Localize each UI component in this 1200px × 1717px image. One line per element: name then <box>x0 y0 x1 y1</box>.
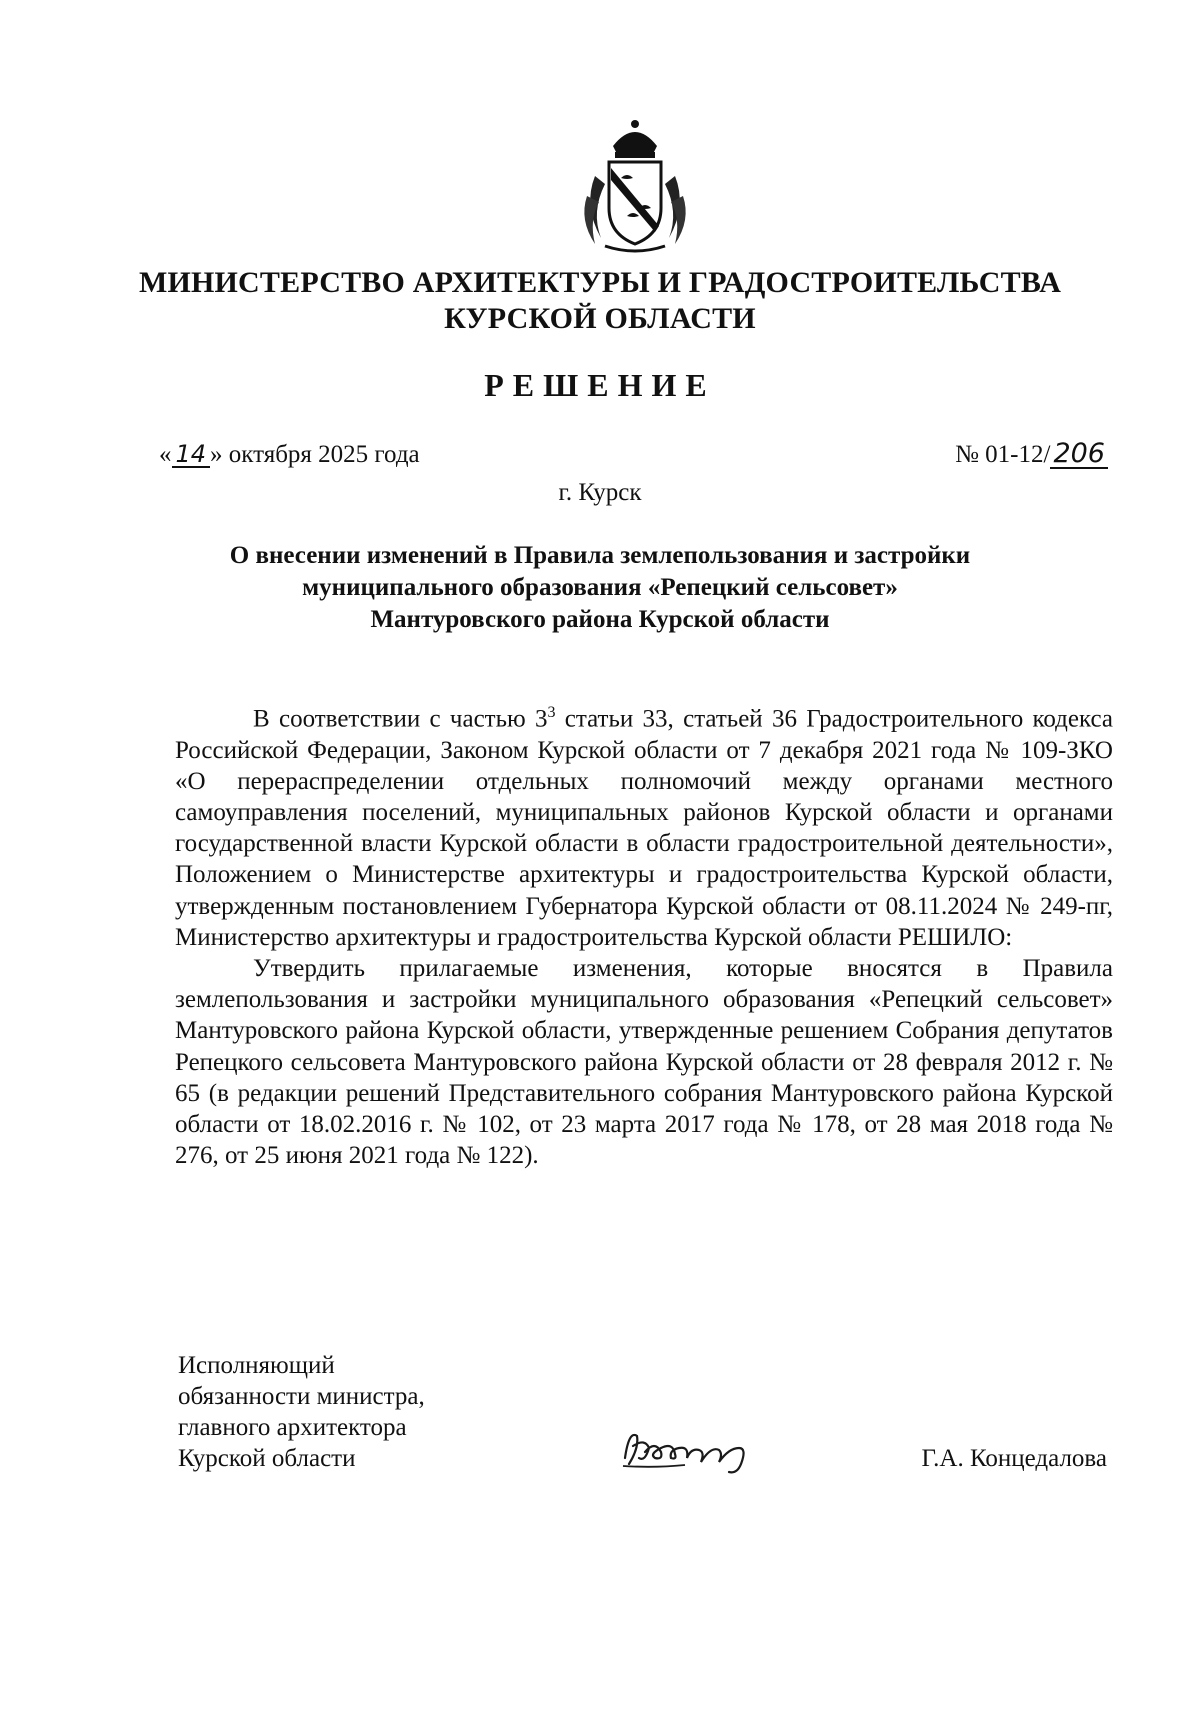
signatory-title-line3: главного архитектора <box>178 1414 407 1441</box>
part-superscript: 3 <box>547 704 556 721</box>
number-prefix: № 01-12/ <box>955 441 1051 468</box>
ministry-name-line2: КУРСКОЙ ОБЛАСТИ <box>444 302 756 335</box>
ministry-name-line1: МИНИСТЕРСТВО АРХИТЕКТУРЫ И ГРАДОСТРОИТЕЛЬСТВА <box>138 266 1062 299</box>
signatory-title-line4: Курской области <box>178 1445 356 1472</box>
document-date <box>159 441 420 469</box>
signatory-title-line1: Исполняющий <box>178 1352 335 1379</box>
signatory-name: Г.А. Концедалова <box>921 1445 1107 1472</box>
signatory-title <box>178 1350 425 1474</box>
date-day-handwritten: 14 <box>172 442 211 468</box>
document-body <box>175 697 1113 1171</box>
paragraph-1-start: В соответствии с частью 3 <box>253 705 548 733</box>
signatory-title-line2: обязанности министра, <box>178 1383 425 1410</box>
document-subject <box>0 540 1200 636</box>
coat-of-arms-emblem <box>565 116 705 261</box>
subject-line3: Мантуровского района Курской области <box>370 606 830 633</box>
document-number <box>955 438 1108 469</box>
body-paragraph-1 <box>175 697 1113 953</box>
date-rest: » октября 2025 года <box>210 441 420 468</box>
city-line: г. Курск <box>558 479 642 506</box>
body-paragraph-2: Утвердить прилагаемые изменения, которые вносятся в Правила землепользования и застройки муниципального образования «Репецкий сельсовет» Мантуровского района Курской области, утвержденные решением Собрания депутатов Репецкого сельсовета Мантуровского района Курской области от 28 февраля 2012 г. № 65 (в редакции решений Представительного собрания Мантуровского района Курской области от 18.02.2016 г. № 102, от 23 марта 2017 года № 178, от 28 мая 2018 года № 276, от 25 июня 2021 года № 122). <box>175 954 1113 1170</box>
paragraph-1-rest: статьи 33, статьей 36 Градостроительного кодекса Российской Федерации, Законом Курской области от 7 декабря 2021 года № 109-ЗКО «О перераспределении отдельных полномочий между органами местного самоуправления поселений, муниципальных районов Курской области и органами государственной власти Курской области в области градостроительной деятельности», Положением о Министерстве архитектуры и градостроительства Курской области, утвержденным постановлением Губернатора Курской области от 08.11.2024 № 249-пг, Министерство архитектуры и градостроительства Курской области РЕШИЛО: <box>175 705 1113 951</box>
handwritten-signature <box>615 1418 785 1483</box>
number-handwritten: 206 <box>1050 441 1108 469</box>
subject-line2: муниципального образования «Репецкий сельсовет» <box>302 574 898 601</box>
subject-line1: О внесении изменений в Правила землепользования и застройки <box>229 542 971 569</box>
ministry-header <box>0 265 1200 337</box>
date-open-quote: « <box>159 441 172 468</box>
document-type-title: РЕШЕНИЕ <box>484 367 716 403</box>
